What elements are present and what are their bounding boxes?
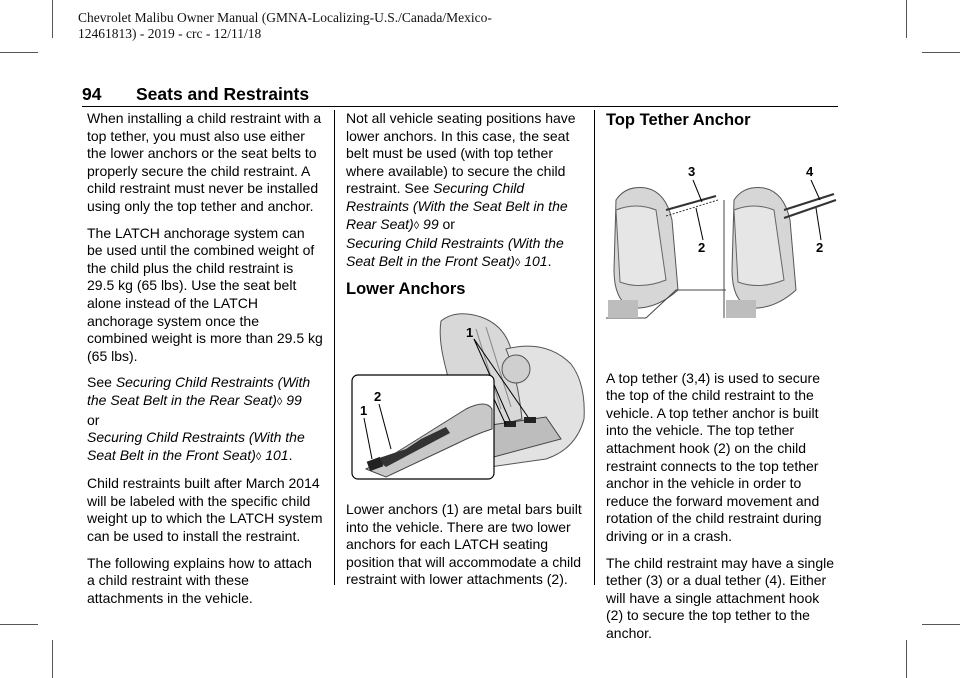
header-line-1: Chevrolet Malibu Owner Manual (GMNA-Localizing-U.S./Canada/Mexico-	[78, 10, 492, 25]
page-heading	[82, 82, 838, 107]
cross-reference-link[interactable]: Securing Child Restraints (With the Seat Belt in the Front Seat)	[87, 429, 305, 463]
crop-mark	[0, 624, 38, 625]
callout-label-1: 1	[466, 324, 474, 340]
paragraph: The following explains how to attach a child restraint with these attachments in the vehicle.	[87, 554, 312, 606]
page-reference[interactable]: 101	[261, 446, 289, 463]
arrow-ref-icon: ◊	[413, 219, 420, 232]
header-line-2: 12461813) - 2019 - crc - 12/11/18	[78, 26, 262, 41]
callout-label-2a: 2	[698, 239, 706, 255]
callout-label-2b: 2	[816, 239, 824, 255]
crop-mark	[922, 624, 960, 625]
callout-label-3: 3	[688, 163, 696, 179]
cross-reference-link[interactable]: Securing Child Restraints (With the Seat Belt in the Rear Seat)	[346, 180, 568, 232]
crop-mark	[922, 52, 960, 53]
crop-mark	[52, 640, 53, 678]
cross-reference-link[interactable]: Securing Child Restraints (With the Seat Belt in the Front Seat)	[346, 235, 564, 269]
cross-reference-paragraph: See Securing Child Restraints (With the Seat Belt in the Rear Seat)◊ 99 or Securing Child Restraints (With the Seat Belt in the Front Seat)◊ 101.	[87, 374, 311, 463]
page-number: 94	[82, 84, 102, 104]
arrow-ref-icon: ◊	[514, 256, 521, 269]
paragraph: When installing a child restraint with a top tether, you must also use either the lower anchors or the seat belts to properly secure the child restraint. A child restraint must never be installed using only the top tether and anchor.	[87, 110, 322, 214]
arrow-ref-icon: ◊	[255, 450, 262, 463]
callout-label-4: 4	[806, 163, 814, 179]
crop-mark	[0, 52, 38, 53]
page-reference[interactable]: 101	[520, 252, 548, 269]
paragraph: The child restraint may have a single tether (3) or a dual tether (4). Either will have a single attachment hook (2) to secure the top tether to the anchor.	[606, 554, 834, 641]
paragraph: Lower anchors (1) are metal bars built into the vehicle. There are two lower anchors for each LATCH seating position that will accommodate a child restraint with lower attachments (2).	[346, 500, 582, 588]
paragraph: Child restraints built after March 2014 will be labeled with the specific child weight up to which the LATCH system can be used to install the restraint.	[87, 475, 323, 545]
callout-label-2: 2	[374, 388, 382, 404]
column-3	[606, 110, 840, 652]
column-1	[87, 110, 323, 616]
document-header	[78, 10, 492, 42]
callout-label-1-inset: 1	[360, 402, 368, 418]
arrow-ref-icon: ◊	[276, 395, 283, 408]
cross-reference-paragraph: Not all vehicle seating positions have lower anchors. In this case, the seat belt must be used (with top tether where available) to secure the child restraint. See Securing Child Restraints (With the Seat Belt in the Rear Seat)◊ 99 or Securing Child Restraints (With the Seat Belt in the Front Seat)◊ 101.	[346, 110, 576, 269]
column-divider	[594, 110, 595, 585]
section-heading-top-tether-anchor: Top Tether Anchor	[606, 111, 751, 129]
crop-mark	[906, 0, 907, 38]
crop-mark	[906, 640, 907, 678]
lower-anchors-illustration	[346, 309, 586, 489]
paragraph: The LATCH anchorage system can be used until the combined weight of the child plus the child restraint is 29.5 kg (65 lbs). Use the seat belt alone instead of the LATCH anchorage system once the combined weight is more than 29.5 kg (65 lbs).	[87, 224, 323, 364]
cross-reference-link[interactable]: Securing Child Restraints (With the Seat Belt in the Rear Seat)	[87, 374, 311, 408]
section-title: Seats and Restraints	[136, 84, 310, 104]
section-heading-lower-anchors: Lower Anchors	[346, 280, 466, 299]
crop-mark	[52, 0, 53, 38]
column-2	[346, 110, 586, 598]
page-reference[interactable]: 99	[282, 391, 302, 408]
column-divider	[334, 110, 335, 585]
top-tether-illustration	[606, 140, 840, 330]
page-reference[interactable]: 99	[419, 215, 439, 232]
paragraph: A top tether (3,4) is used to secure the top of the child restraint to the vehicle. A top tether anchor is built into the vehicle. The top tether attachment hook (2) on the child restraint connects to the top tether anchor in the vehicle in order to reduce the forward movement and rotation of the child restraint during driving or in a crash.	[606, 369, 822, 544]
